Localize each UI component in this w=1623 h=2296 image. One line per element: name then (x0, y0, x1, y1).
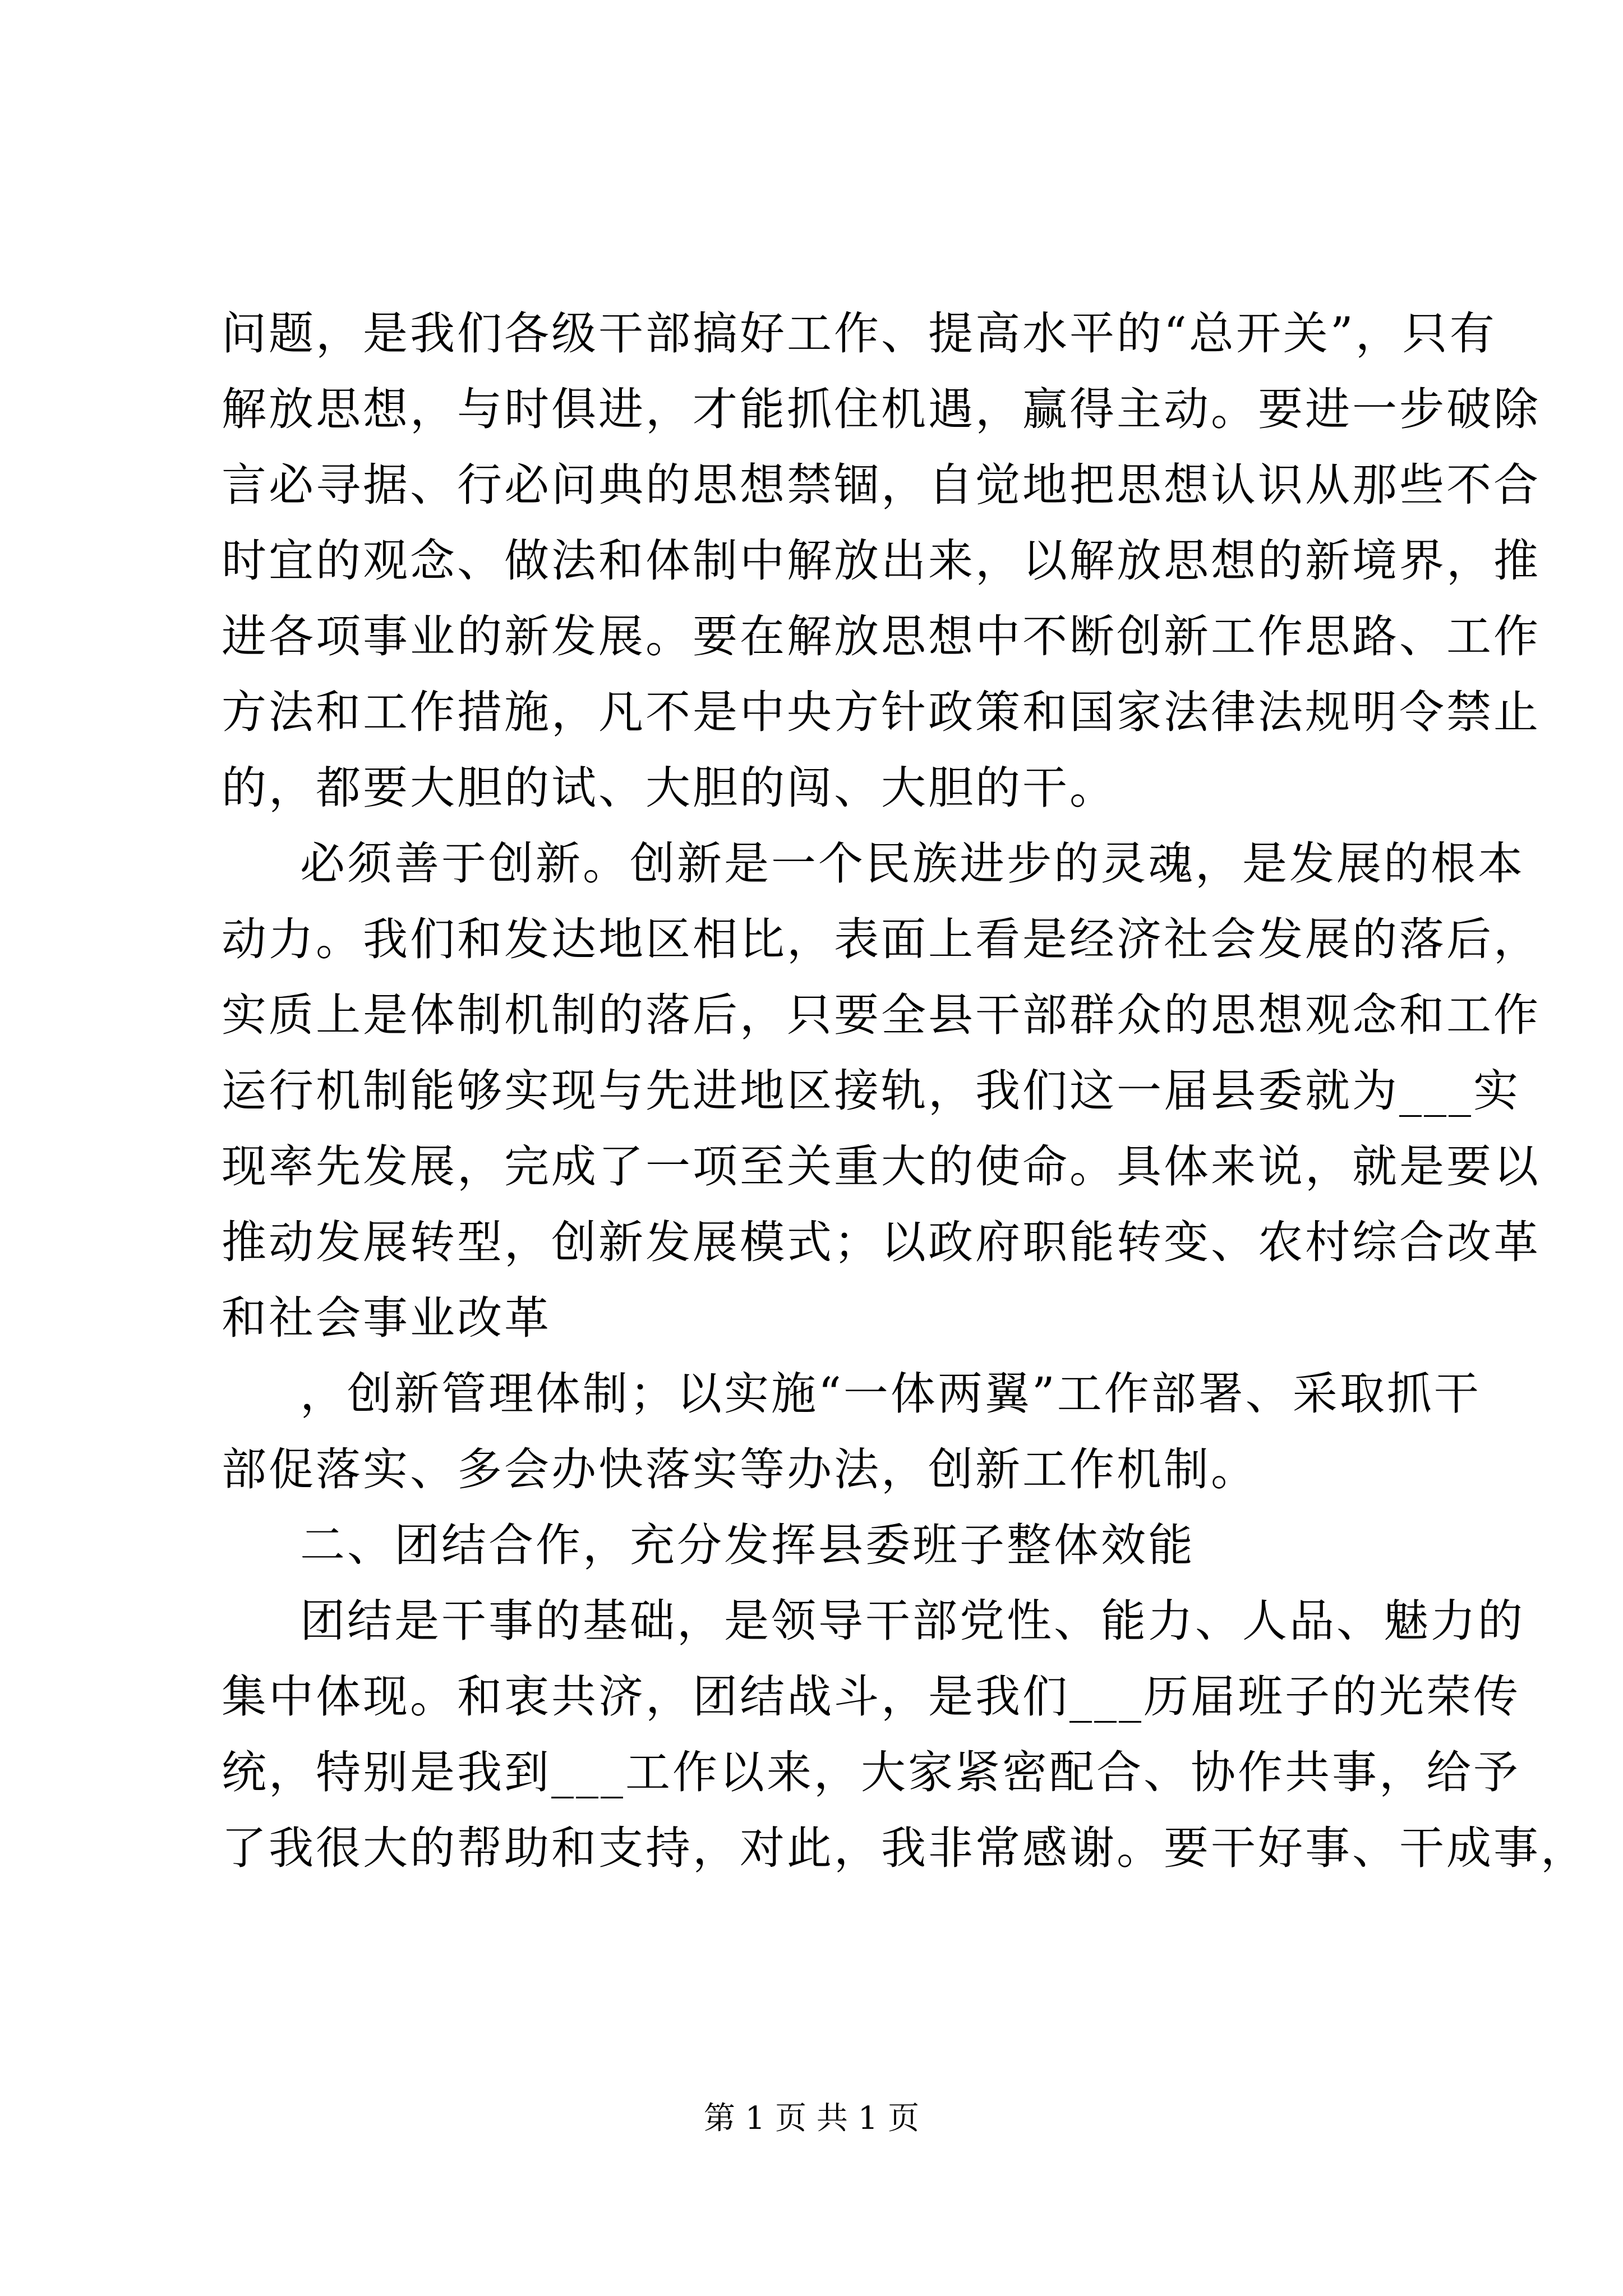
paragraph-first-line: 团结是干事的基础，是领导干部党性、能力、人品、魅力的 (300, 1595, 1525, 1647)
text-line: 的，都要大胆的试、大胆的闯、大胆的干。 (222, 762, 1117, 814)
section-heading: 二、团结合作，充分发挥县委班子整体效能 (300, 1519, 1195, 1571)
text-line: 动力。我们和发达地区相比，表面上看是经济社会发展的落后， (222, 913, 1541, 965)
text-line: 现率先发展，完成了一项至关重大的使命。具体来说，就是要以 (222, 1140, 1541, 1193)
page-number-footer: 第 1 页 共 1 页 (703, 2100, 920, 2137)
text-line: 实质上是体制机制的落后，只要全县干部群众的思想观念和工作 (222, 989, 1541, 1041)
paragraph-first-line: 必须善于创新。创新是一个民族进步的灵魂，是发展的根本 (300, 838, 1525, 890)
text-line: 了我很大的帮助和支持，对此，我非常感谢。要干好事、干成事， (222, 1822, 1588, 1874)
text-line: 问题，是我们各级干部搞好工作、提高水平的“总开关”，只有 (222, 307, 1497, 360)
text-line: 推动发展转型，创新发展模式；以政府职能转变、农村综合改革 (222, 1216, 1541, 1268)
text-line: 言必寻据、行必问典的思想禁锢，自觉地把思想认识从那些不合 (222, 459, 1541, 511)
text-line: 方法和工作措施，凡不是中央方针政策和国家法律法规明令禁止 (222, 686, 1541, 738)
text-line: 部促落实、多会办快落实等办法，创新工作机制。 (222, 1443, 1258, 1496)
text-line: 统，特别是我到___工作以来，大家紧密配合、协作共事，给予 (222, 1746, 1520, 1798)
paragraph-first-line: ，创新管理体制；以实施“一体两翼”工作部署、采取抓干 (300, 1368, 1481, 1420)
text-line: 进各项事业的新发展。要在解放思想中不断创新工作思路、工作 (222, 610, 1541, 662)
text-line: 解放思想，与时俱进，才能抓住机遇，赢得主动。要进一步破除 (222, 383, 1541, 435)
text-line: 时宜的观念、做法和体制中解放出来，以解放思想的新境界，推 (222, 535, 1541, 587)
text-line: 集中体现。和衷共济，团结战斗，是我们___历届班子的光荣传 (222, 1671, 1520, 1723)
text-line: 和社会事业改革 (222, 1292, 551, 1344)
text-line: 运行机制能够实现与先进地区接轨，我们这一届县委就为___实 (222, 1065, 1520, 1117)
